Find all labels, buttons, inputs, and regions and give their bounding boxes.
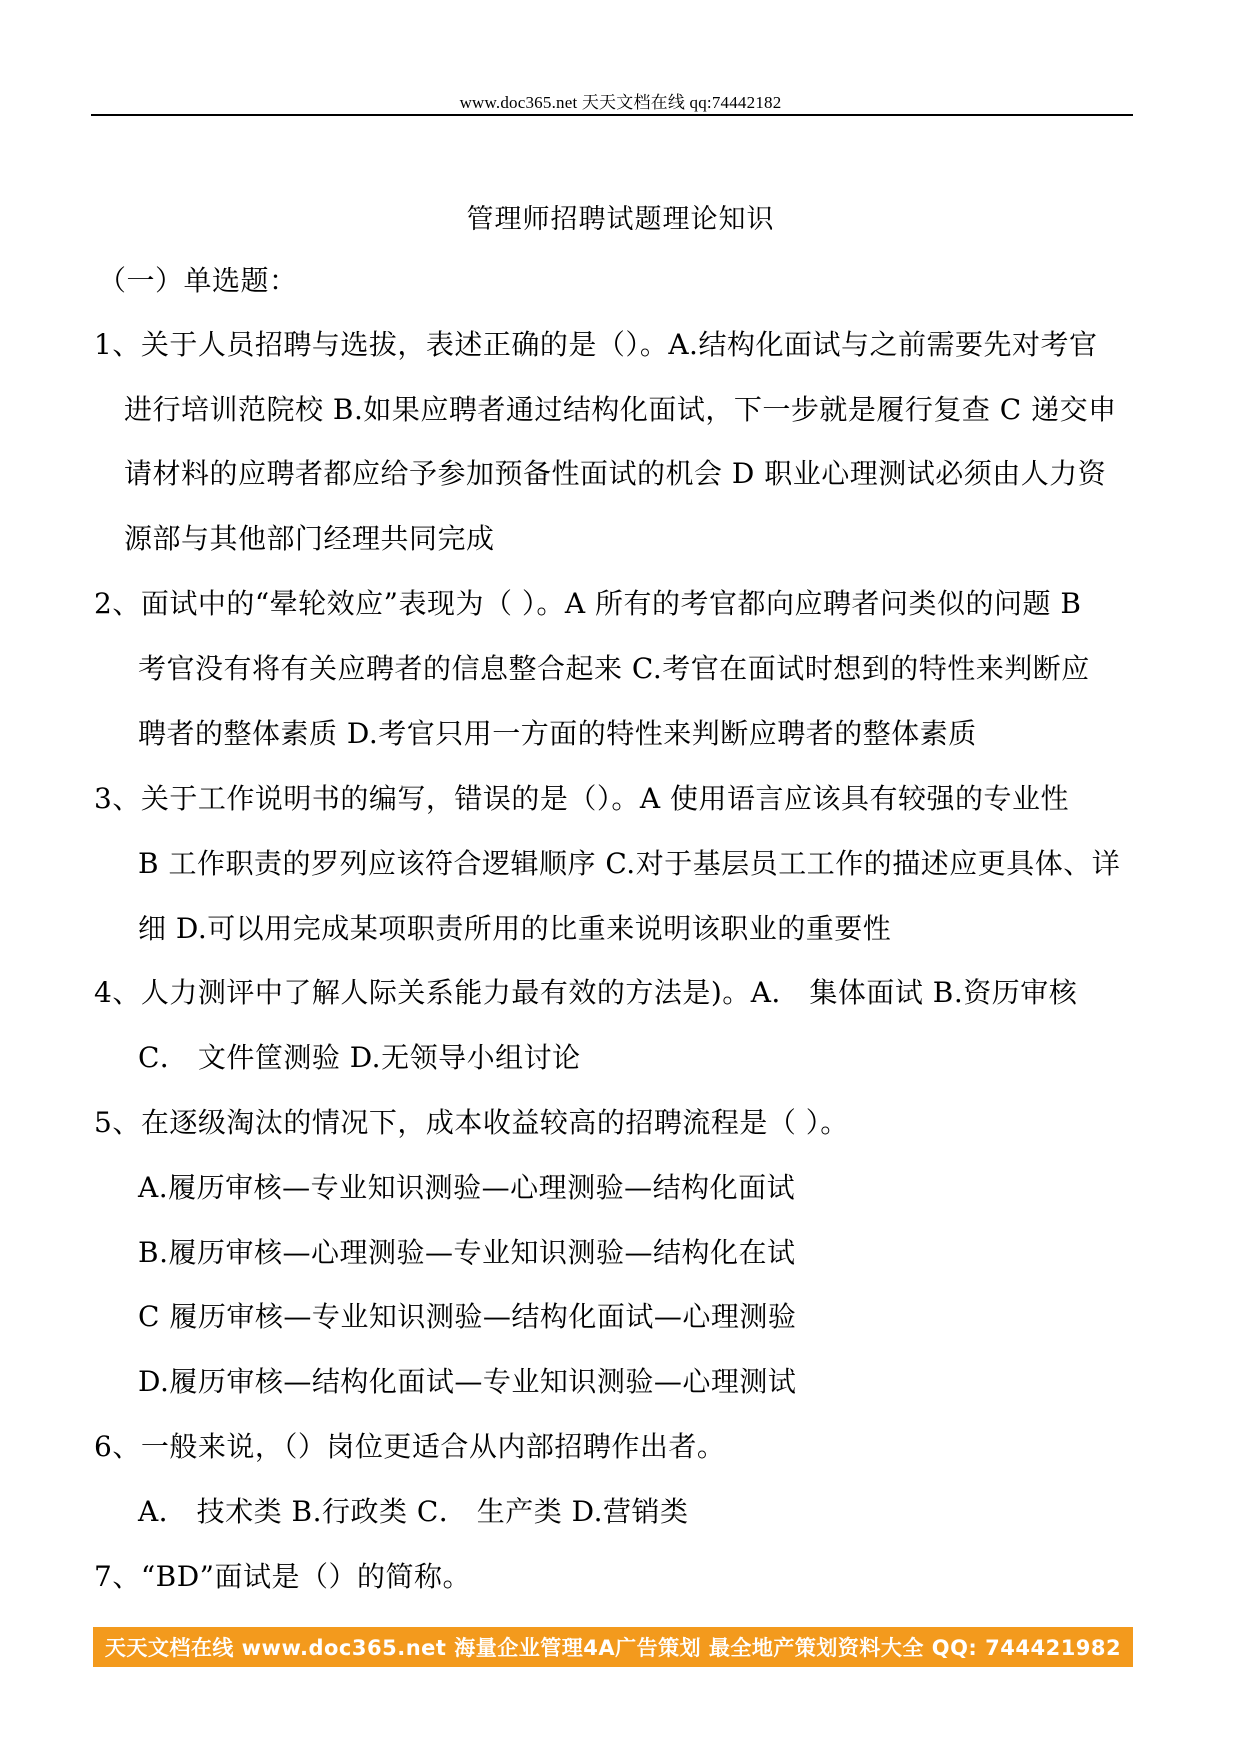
question-1-line-2: 进行培训范院校 B.如果应聘者通过结构化面试，下一步就是履行复查 C 递交申: [124, 393, 1117, 426]
question-5-stem: 5、在逐级淘汰的情况下，成本收益较高的招聘流程是（ ）。: [94, 1106, 849, 1139]
question-5-option-c: C 履历审核—专业知识测验—结构化面试—心理测验: [138, 1300, 797, 1333]
question-1-line-1: 1、关于人员招聘与选拔，表述正确的是（）。A.结构化面试与之前需要先对考官: [94, 328, 1098, 361]
question-1-line-3: 请材料的应聘者都应给予参加预备性面试的机会 D 职业心理测试必须由人力资: [124, 457, 1107, 490]
document-title: 管理师招聘试题理论知识: [466, 204, 775, 235]
question-1-line-4: 源部与其他部门经理共同完成: [124, 522, 495, 555]
footer-banner-text: 天天文档在线 www.doc365.net 海量企业管理4A广告策划 最全地产策划资料大全 QQ: 744421982: [104, 1636, 1122, 1660]
question-2-line-1: 2、面试中的“晕轮效应”表现为（ ）。A 所有的考官都向应聘者问类似的问题 B: [94, 587, 1082, 620]
question-4-line-2: C． 文件筐测验 D.无领导小组讨论: [138, 1041, 581, 1074]
question-4-line-1: 4、人力测评中了解人际关系能力最有效的方法是)。A． 集体面试 B.资历审核: [94, 976, 1078, 1009]
question-5-option-a: A.履历审核—专业知识测验—心理测验—结构化面试: [138, 1171, 796, 1204]
page-header: www.doc365.net 天天文档在线 qq:74442182: [459, 93, 782, 112]
footer-banner: [93, 1627, 1133, 1667]
question-2-line-3: 聘者的整体素质 D.考官只用一方面的特性来判断应聘者的整体素质: [138, 717, 977, 750]
section-heading: （一）单选题：: [98, 264, 298, 297]
question-3-line-2: B 工作职责的罗列应该符合逻辑顺序 C.对于基层员工工作的描述应更具体、详: [138, 847, 1121, 880]
question-5-option-b: B.履历审核—心理测验—专业知识测验—结构化在试: [138, 1236, 796, 1269]
question-3-line-3: 细 D.可以用完成某项职责所用的比重来说明该职业的重要性: [138, 912, 892, 945]
question-2-line-2: 考官没有将有关应聘者的信息整合起来 C.考官在面试时想到的特性来判断应: [138, 652, 1090, 685]
header-divider: [91, 114, 1133, 116]
question-7-stem: 7、“BD”面试是（）的简称。: [94, 1560, 471, 1593]
question-6-options: A． 技术类 B.行政类 C． 生产类 D.营销类: [138, 1495, 689, 1528]
question-5-option-d: D.履历审核—结构化面试—专业知识测验—心理测试: [138, 1365, 797, 1398]
question-6-stem: 6、一般来说，（）岗位更适合从内部招聘作出者。: [94, 1430, 726, 1463]
question-3-line-1: 3、关于工作说明书的编写，错误的是（）。A 使用语言应该具有较强的专业性: [94, 782, 1069, 815]
